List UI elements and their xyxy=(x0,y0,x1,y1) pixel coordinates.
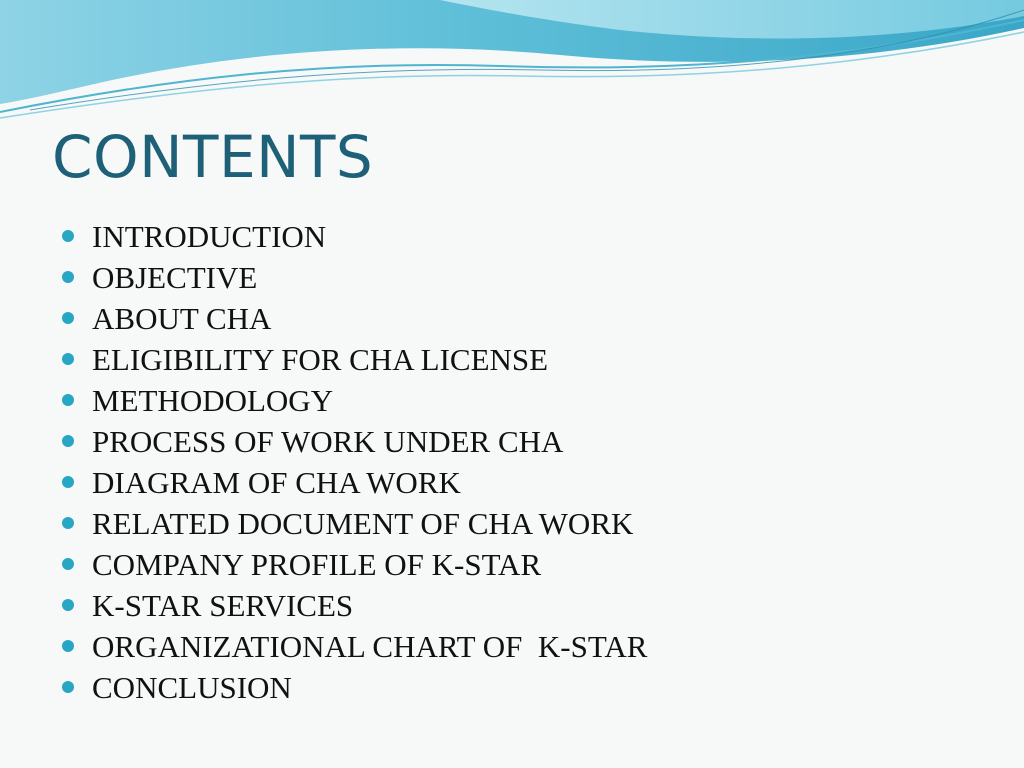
list-item xyxy=(62,421,647,462)
list-item xyxy=(62,544,647,585)
bullet-icon xyxy=(62,394,74,406)
list-item xyxy=(62,667,647,708)
slide-title: CONTENTS xyxy=(52,123,374,191)
bullet-icon xyxy=(62,435,74,447)
list-item xyxy=(62,339,647,380)
bullet-icon xyxy=(62,640,74,652)
list-item xyxy=(62,380,647,421)
bullet-icon xyxy=(62,271,74,283)
list-item xyxy=(62,298,647,339)
list-item-label: ORGANIZATIONAL CHART OF K-STAR xyxy=(92,628,648,664)
bullet-icon xyxy=(62,312,74,324)
list-item-label: RELATED DOCUMENT OF CHA WORK xyxy=(92,505,634,541)
bullet-icon xyxy=(62,476,74,488)
list-item-label: COMPANY PROFILE OF K-STAR xyxy=(92,546,542,582)
list-item-label: PROCESS OF WORK UNDER CHA xyxy=(92,423,564,459)
list-item xyxy=(62,462,647,503)
list-item-label: INTRODUCTION xyxy=(92,218,327,254)
list-item xyxy=(62,503,647,544)
list-item-label: CONCLUSION xyxy=(92,669,292,705)
list-item xyxy=(62,257,647,298)
list-item-label: ELIGIBILITY FOR CHA LICENSE xyxy=(92,341,549,377)
list-item-label: OBJECTIVE xyxy=(92,259,258,295)
list-item xyxy=(62,216,647,257)
bullet-icon xyxy=(62,230,74,242)
header-wave-decoration xyxy=(0,0,1024,130)
bullet-icon xyxy=(62,517,74,529)
list-item-label: K-STAR SERVICES xyxy=(92,587,354,623)
bullet-icon xyxy=(62,558,74,570)
contents-list xyxy=(62,216,647,708)
bullet-icon xyxy=(62,353,74,365)
list-item xyxy=(62,626,647,667)
bullet-icon xyxy=(62,599,74,611)
list-item-label: ABOUT CHA xyxy=(92,300,272,336)
bullet-icon xyxy=(62,681,74,693)
list-item xyxy=(62,585,647,626)
list-item-label: METHODOLOGY xyxy=(92,382,334,418)
list-item-label: DIAGRAM OF CHA WORK xyxy=(92,464,461,500)
